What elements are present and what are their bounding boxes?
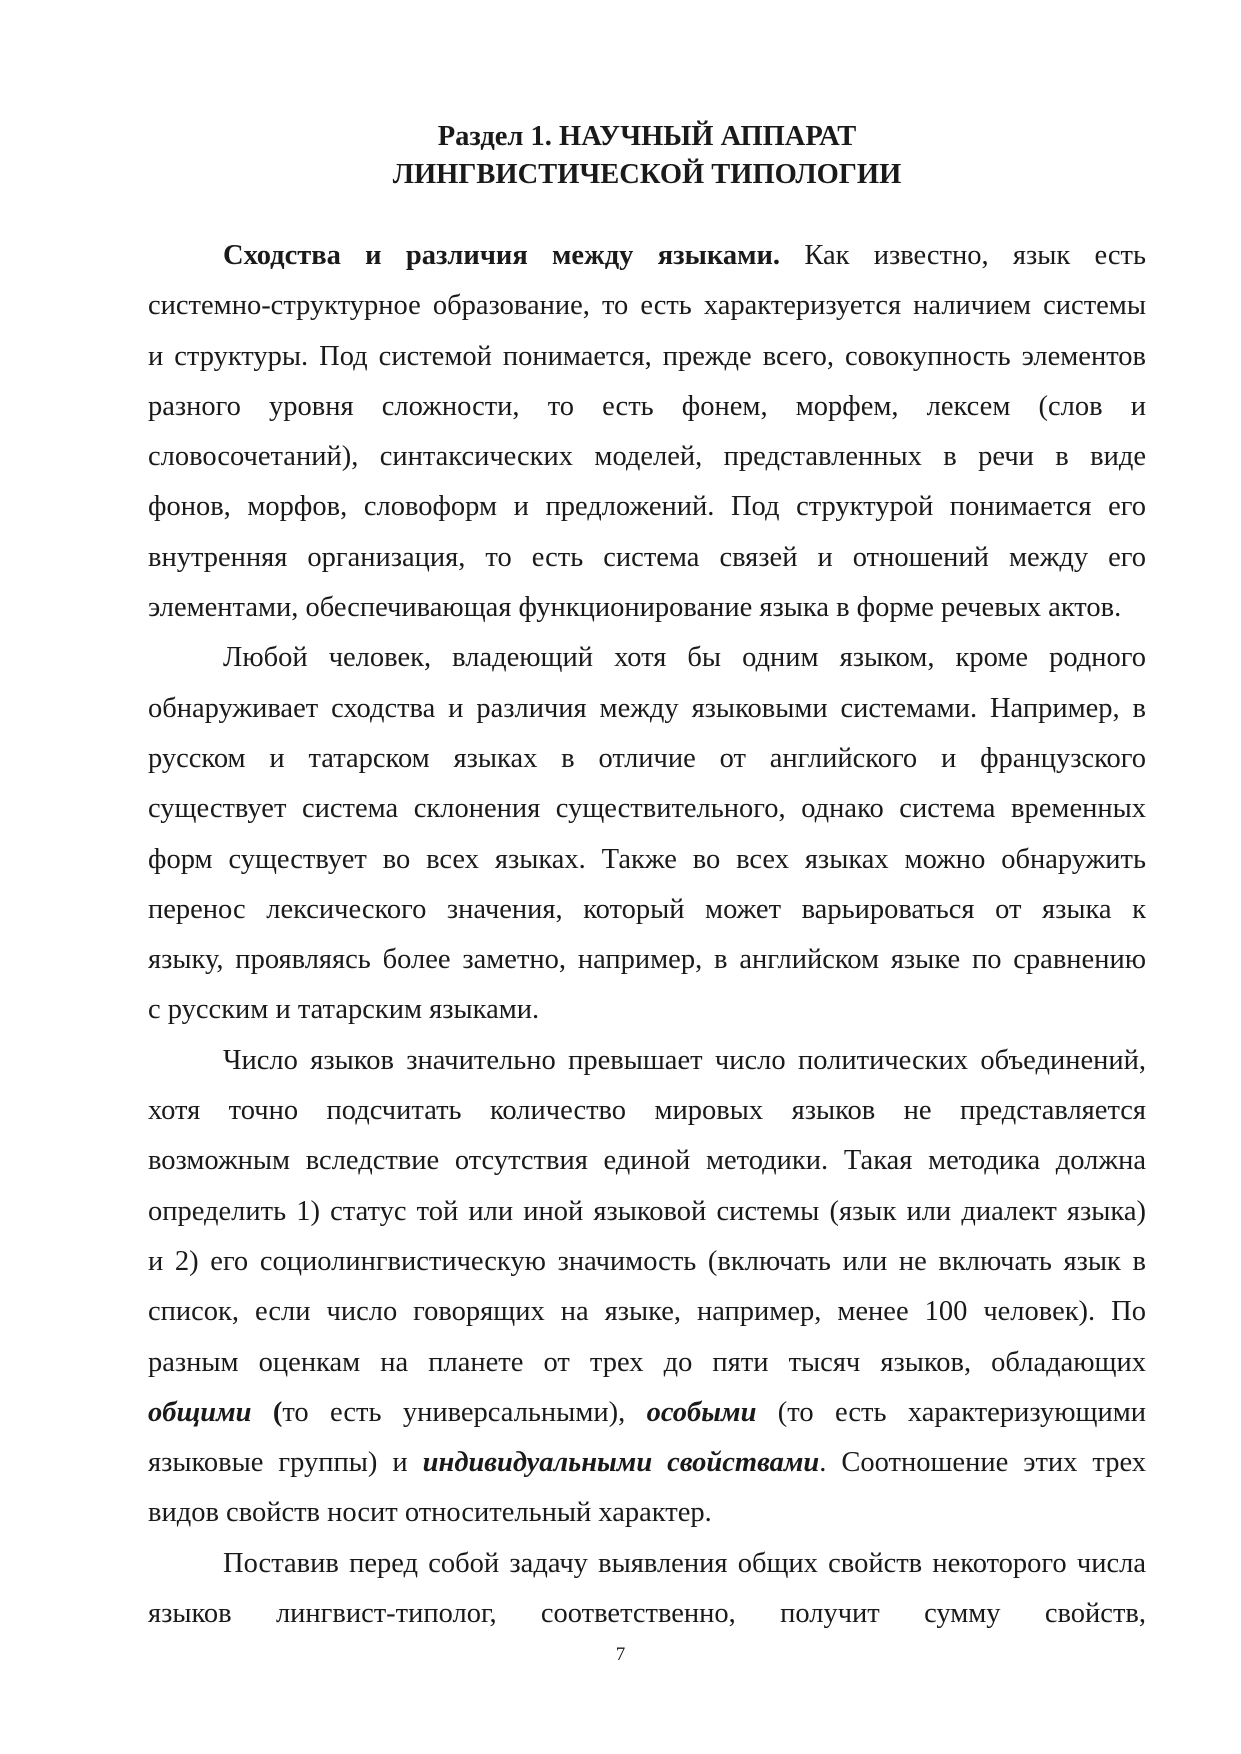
paragraph-3-line-2: хотя точно подсчитать количество мировых языков не представляется	[148, 1095, 1146, 1127]
paragraph-3-line-6: список, если число говорящих на языке, например, менее 100 человек). По	[148, 1296, 1146, 1328]
section-heading-line-2: ЛИНГВИСТИЧЕСКОЙ ТИПОЛОГИИ	[392, 159, 902, 190]
term-individual-properties: индивидуальными свойствами	[422, 1447, 820, 1479]
section-heading	[148, 118, 1146, 194]
paragraph-1-line-2: системно-структурное образование, то есть характеризуется наличием системы	[148, 290, 1146, 322]
paragraph-2-line-8: с русским и татарским языками.	[148, 994, 540, 1026]
paragraph-3-line-9	[148, 1438, 1146, 1488]
paragraph-2-line-1: Любой человек, владеющий хотя бы одним языком, кроме родного	[223, 642, 1146, 674]
paragraph-3-line-8-mid: то есть универсальными),	[282, 1396, 626, 1428]
paragraph-1-line-4: разного уровня сложности, то есть фонем, морфем, лексем (слов и	[148, 390, 1146, 422]
paragraph-3-line-5: и 2) его социолингвистическую значимость (включать или не включать язык в	[148, 1245, 1146, 1277]
paragraph-2-line-2: обнаруживает сходства и различия между языковыми системами. Например, в	[148, 692, 1146, 724]
section-heading-line-1: Раздел 1. НАУЧНЫЙ АППАРАТ	[437, 121, 857, 152]
paragraph-1-lead-term: Сходства и различия между языками.	[223, 240, 781, 271]
paragraph-1-line-1	[148, 231, 1146, 281]
paragraph-3-line-8-rest: (то есть характеризующими	[777, 1396, 1147, 1428]
paragraph-3-line-9-start: языковые группы) и	[148, 1447, 423, 1479]
paragraph-3-line-10: видов свойств носит относительный характер.	[148, 1497, 712, 1529]
paragraph-3-line-1: Число языков значительно превышает число политических объединений,	[223, 1044, 1146, 1076]
paragraph-1-line-8: элементами, обеспечивающая функционирование языка в форме речевых актов.	[148, 592, 1122, 624]
paragraph-3-line-4: определить 1) статус той или иной языковой системы (язык или диалект языка)	[148, 1195, 1146, 1227]
term-general-properties: общими	[148, 1396, 252, 1428]
paragraph-3-line-8	[148, 1388, 1146, 1438]
term-special-properties: особыми	[646, 1396, 757, 1428]
paragraph-1-line-5: словосочетаний), синтаксических моделей, представленных в речи в виде	[148, 441, 1146, 473]
paragraph-4-line-2: языков лингвист-типолог, соответственно, получит сумму свойств,	[148, 1598, 1146, 1630]
paragraph-1-line-6: фонов, морфов, словоформ и предложений. Под структурой понимается его	[148, 491, 1146, 523]
paragraph-2-line-6: перенос лексического значения, который может варьироваться от языка к	[148, 893, 1146, 925]
paragraph-3-line-3: возможным вследствие отсутствия единой методики. Такая методика должна	[148, 1145, 1146, 1177]
body-text	[148, 231, 1146, 1639]
page-number: 7	[615, 1644, 626, 1665]
paragraph-2-line-7: языку, проявляясь более заметно, например, в английском языке по сравнению	[148, 944, 1146, 976]
paragraph-4-line-1: Поставив перед собой задачу выявления общих свойств некоторого числа	[223, 1547, 1146, 1579]
paragraph-2-line-3: русском и татарском языках в отличие от английского и французского	[148, 742, 1146, 774]
paragraph-3-line-7: разным оценкам на планете от трех до пяти тысяч языков, обладающих	[148, 1346, 1146, 1378]
paragraph-1-line-1-rest: Как известно, язык есть	[780, 240, 1146, 271]
paragraph-2-line-4: существует система склонения существительного, однако система временных	[148, 793, 1146, 825]
paragraph-1-line-7: внутренняя организация, то есть система связей и отношений между его	[148, 541, 1146, 573]
bold-open-paren: (	[272, 1396, 283, 1428]
paragraph-2-line-5: форм существует во всех языках. Также во всех языках можно обнаружить	[148, 843, 1146, 875]
paragraph-1-line-3: и структуры. Под системой понимается, прежде всего, совокупность элементов	[148, 340, 1146, 372]
paragraph-3-line-9-rest: . Соотношение этих трех	[819, 1447, 1146, 1479]
